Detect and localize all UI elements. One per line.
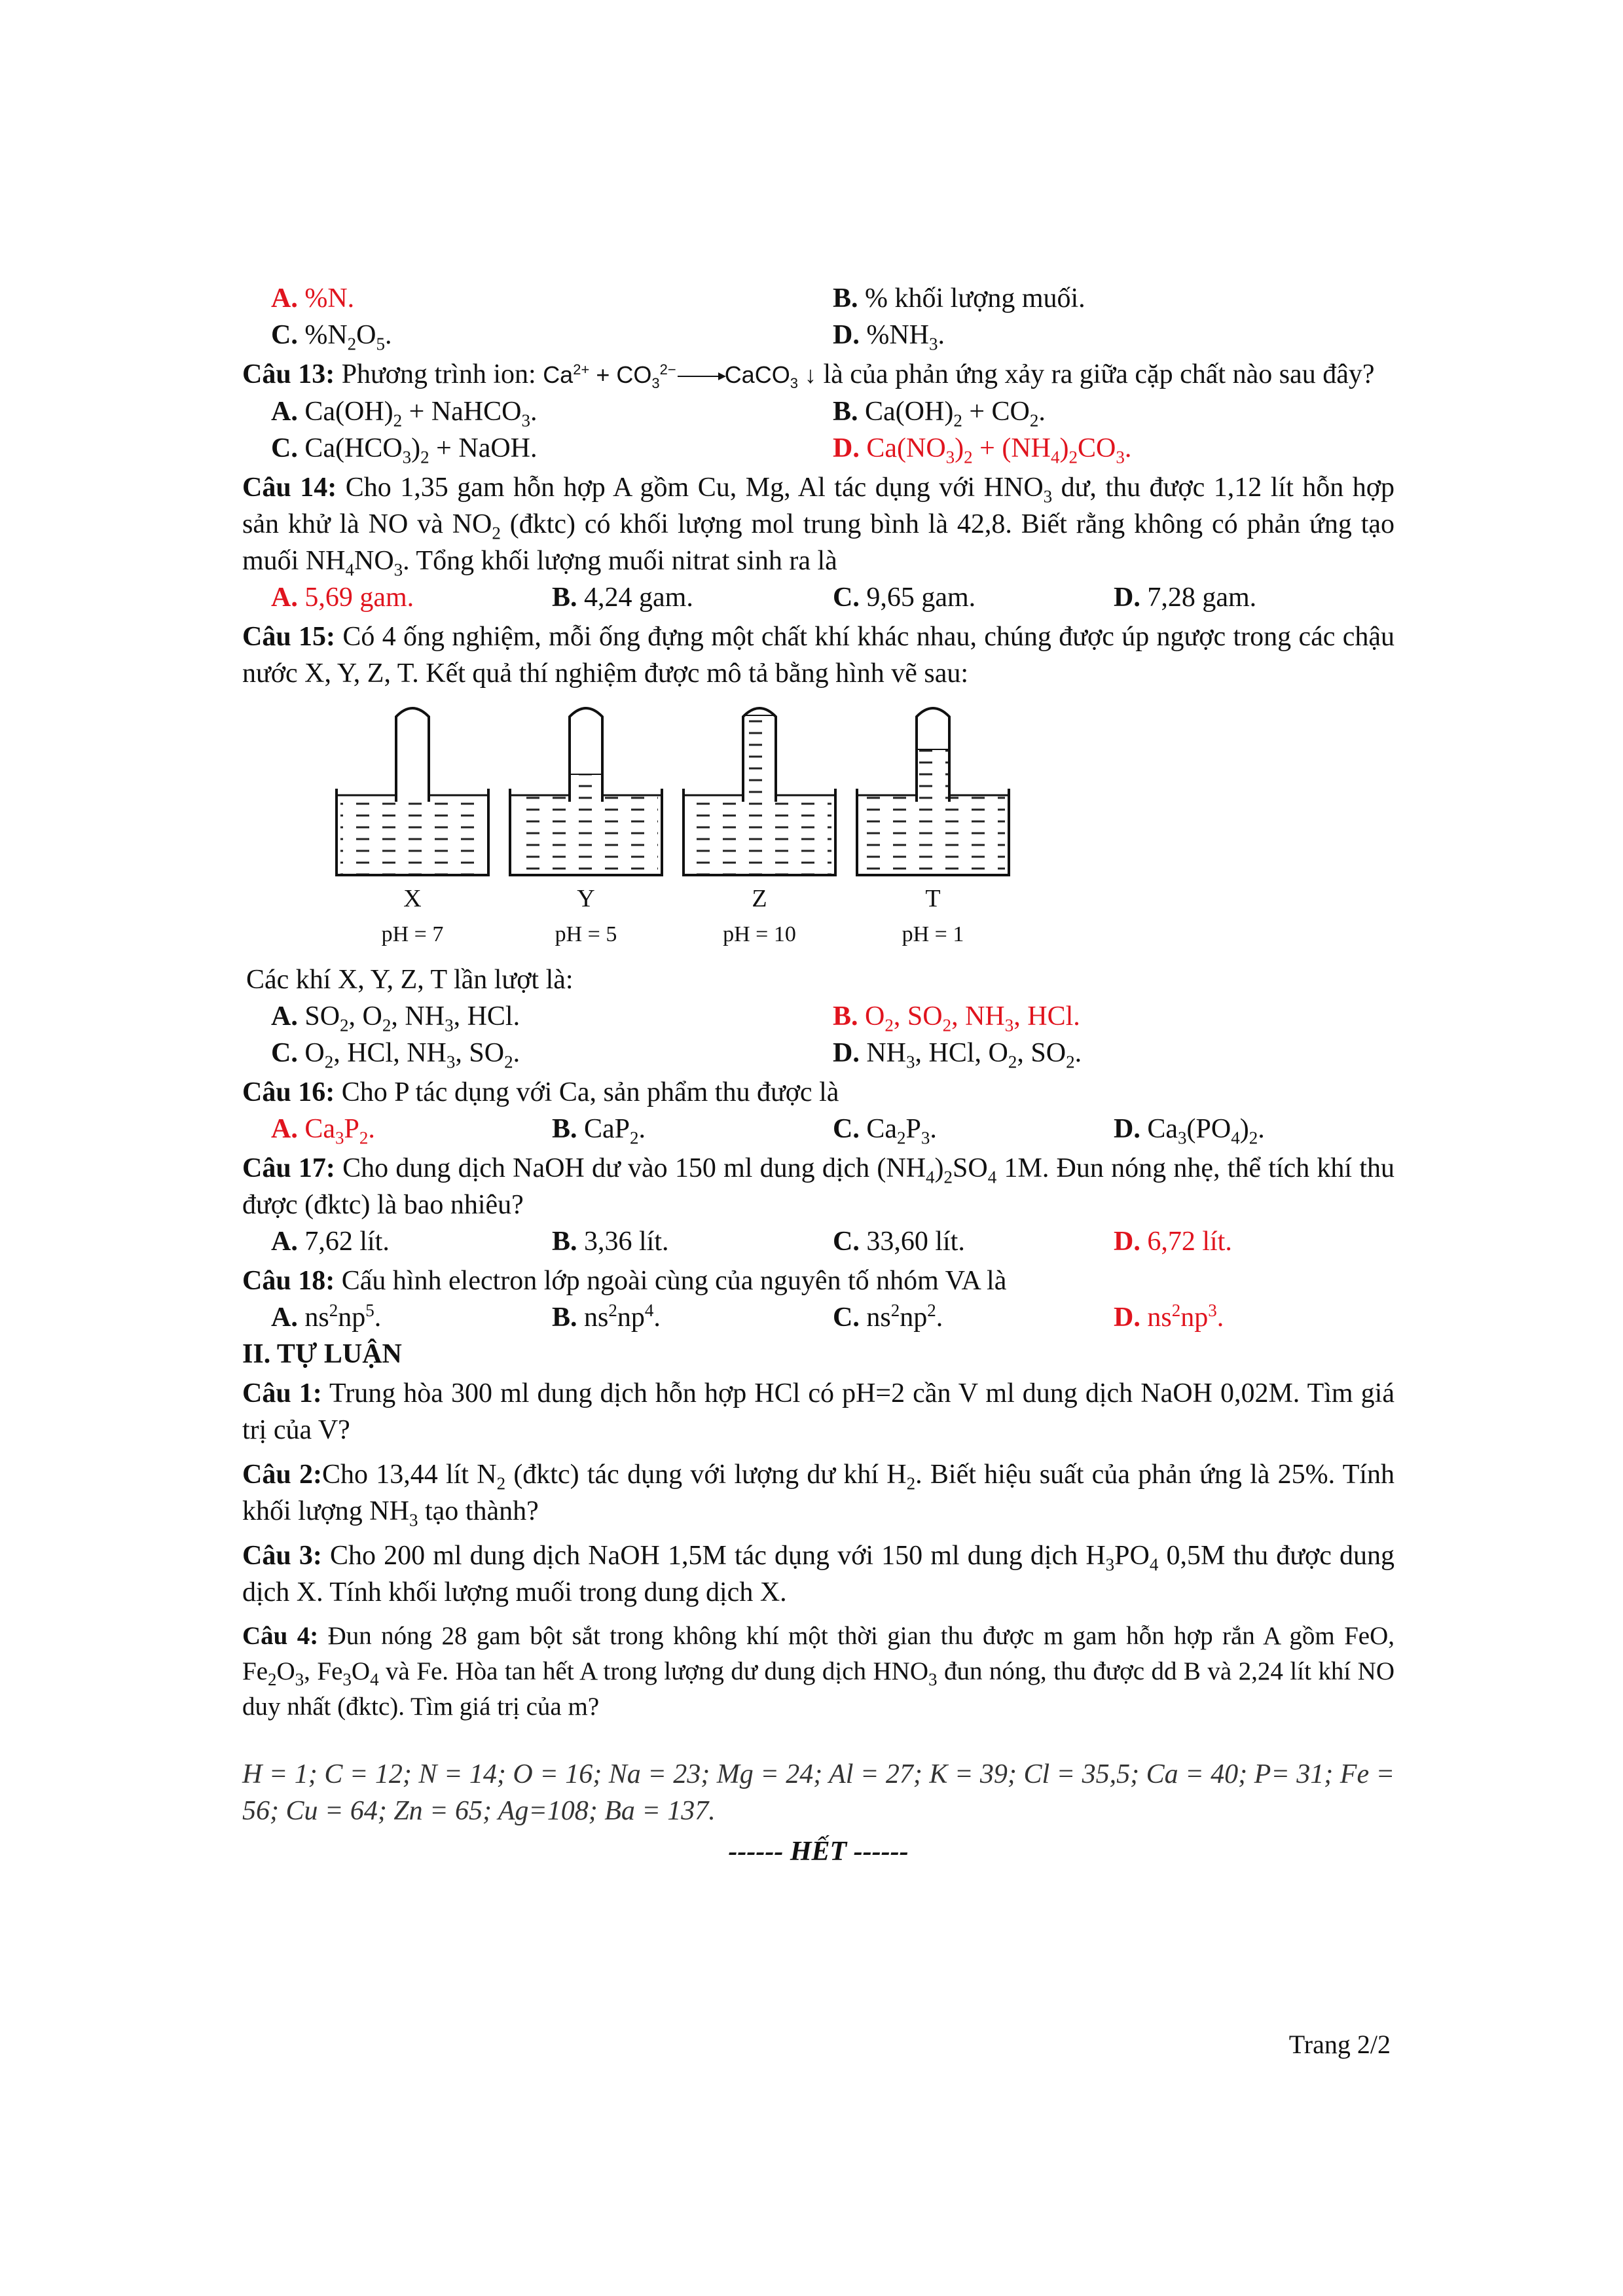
q14-stem: Câu 14: Cho 1,35 gam hỗn hợp A gồm Cu, Mg, Al tác dụng với $HNO_3$ dư, thu được 1,12 lít hỗn hợp sản khử là NO và $NO_2$ (đktc) có khối lượng mol trung bình là 42,8. Biết rằng không có phản ứng tạo muối $NH_4NO_3$. Tổng khối lượng muối nitrat sinh ra là bbox=[242, 473, 1395, 580]
q15-option-b: B. $O_2$, $SO_2$, $NH_3$, HCl. bbox=[833, 1001, 1080, 1035]
q13-option-c: C. $Ca(HCO_3)_2$ + NaOH. bbox=[271, 433, 538, 467]
q16-option-d: D. $Ca_3(PO_4)_2$. bbox=[1114, 1114, 1265, 1148]
figure-ph-y: pH = 5 bbox=[555, 922, 617, 946]
exam-content bbox=[242, 280, 1395, 1870]
end-marker: ------ HẾT ------ bbox=[728, 1837, 909, 1867]
q14-option-d: D. 7,28 gam. bbox=[1114, 583, 1257, 613]
q18-option-c: C. $ns^2np^2$. bbox=[833, 1300, 943, 1333]
q17-option-c: C. 33,60 lít. bbox=[833, 1227, 965, 1257]
figure-ph-z: pH = 10 bbox=[723, 922, 796, 946]
q13-option-d: D. $Ca(NO_3)_2 + (NH_4)_2CO_3$. bbox=[833, 433, 1132, 467]
q14-options bbox=[242, 579, 1395, 616]
essay-q1: Câu 1: Trung hòa 300 ml dung dịch hỗn hợp HCl có pH=2 cần V ml dung dịch NaOH 0,02M. Tìm giá trị của V? bbox=[242, 1378, 1395, 1445]
q13-ion-equation: $Ca^{2+} + CO_3^{2-}$ CaCO$_3$ ↓ bbox=[543, 361, 816, 392]
q15-options-row-2 bbox=[242, 1035, 1395, 1071]
atomic-masses: H = 1; C = 12; N = 14; O = 16; Na = 23; Mg = 24; Al = 27; K = 39; Cl = 35,5; Ca = 40; P= 31; Fe = 56; Cu = 64; Zn = 65; Ag=108; Ba = 137. bbox=[242, 1759, 1395, 1826]
q13-stem: Câu 13: Phương trình ion: $Ca^{2+} + CO_3^{2-}$ CaCO$_3$ ↓ là của phản ứng xảy ra giữa cặp chất nào sau đây? bbox=[242, 359, 1375, 392]
basin-x bbox=[337, 708, 488, 875]
q15-stem: Câu 15: Có 4 ống nghiệm, mỗi ống đựng một chất khí khác nhau, chúng được úp ngược trong các chậu nước X, Y, Z, T. Kết quả thí nghiệm được mô tả bằng hình vẽ sau: bbox=[242, 622, 1395, 689]
figure-ph-t: pH = 1 bbox=[902, 922, 964, 946]
basin-t bbox=[857, 708, 1009, 875]
q12-options-row-1 bbox=[242, 280, 1395, 317]
q12-option-b: B. % khối lượng muối. bbox=[833, 283, 1085, 314]
q18-stem: Câu 18: Cấu hình electron lớp ngoài cùng của nguyên tố nhóm VA là bbox=[242, 1266, 1007, 1296]
q16-option-a: A. $Ca_3P_2$. bbox=[271, 1114, 375, 1148]
basin-y bbox=[510, 708, 662, 875]
q13-options-row-1 bbox=[242, 393, 1395, 430]
basin-z bbox=[684, 708, 835, 875]
q16-option-b: B. CaP$_2$. bbox=[552, 1114, 646, 1148]
q14-option-a: A. 5,69 gam. bbox=[271, 583, 414, 613]
q16-options bbox=[242, 1111, 1395, 1147]
q16-option-c: C. $Ca_2P_3$. bbox=[833, 1114, 937, 1148]
figure-label-y: Y bbox=[577, 885, 595, 912]
q13-option-a: A. $Ca(OH)_2$ + NaHCO$_3$. bbox=[271, 397, 538, 431]
figure-label-t: T bbox=[925, 885, 941, 912]
q15-test-tube-figure bbox=[327, 704, 1021, 952]
q12-options-row-2 bbox=[242, 317, 1395, 353]
figure-label-z: Z bbox=[752, 885, 767, 912]
q15-options-row-1 bbox=[242, 998, 1395, 1035]
q18-option-b: B. $ns^2np^4$. bbox=[552, 1300, 661, 1333]
q12-option-c: C. $\%N_2O_5$. bbox=[271, 320, 392, 354]
q18-option-d: D. $ns^2np^3$. bbox=[1114, 1300, 1224, 1333]
q12-option-d: D. $\%NH_3$. bbox=[833, 320, 945, 354]
q17-options bbox=[242, 1223, 1395, 1260]
q13-option-b: B. $Ca(OH)_2 + CO_2$. bbox=[833, 397, 1046, 431]
q15-option-c: C. $O_2$, HCl, $NH_3$, $SO_2$. bbox=[271, 1038, 520, 1072]
q15-option-d: D. $NH_3$, HCl, $O_2$, $SO_2$. bbox=[833, 1038, 1082, 1072]
q17-option-a: A. 7,62 lít. bbox=[271, 1227, 390, 1257]
essay-q4: Câu 4: Đun nóng 28 gam bột sắt trong không khí một thời gian thu được m gam hỗn hợp rắn A gồm FeO, $Fe_2O_3$, $Fe_3O_4$ và Fe. Hòa tan hết A trong lượng dư dung dịch $HNO_3$ đun nóng, thu được dd B và 2,24 lít khí NO duy nhất (đktc). Tìm giá trị của m? bbox=[242, 1622, 1395, 1721]
q17-stem: Câu 17: Cho dung dịch NaOH dư vào 150 ml dung dịch $(NH_4)_2SO_4$ 1M. Đun nóng nhẹ, thể tích khí thu được (đktc) là bao nhiêu? bbox=[242, 1153, 1395, 1220]
q13-options-row-2 bbox=[242, 430, 1395, 467]
q14-option-c: C. 9,65 gam. bbox=[833, 583, 976, 613]
figure-label-x: X bbox=[403, 885, 422, 912]
figure-ph-x: pH = 7 bbox=[381, 922, 444, 946]
q17-option-b: B. 3,36 lít. bbox=[552, 1227, 669, 1257]
q15-option-a: A. $SO_2$, $O_2$, $NH_3$, HCl. bbox=[271, 1001, 520, 1035]
essay-q3: Câu 3: Cho 200 ml dung dịch NaOH 1,5M tác dụng với 150 ml dung dịch $H_3PO_4$ 0,5M thu được dung dịch X. Tính khối lượng muối trong dung dịch X. bbox=[242, 1541, 1395, 1607]
q16-stem: Câu 16: Cho P tác dụng với Ca, sản phẩm thu được là bbox=[242, 1077, 839, 1107]
reaction-arrow-icon bbox=[678, 376, 723, 377]
q18-options bbox=[242, 1299, 1395, 1336]
q15-prompt: Các khí X, Y, Z, T lần lượt là: bbox=[246, 965, 574, 995]
page-number: Trang 2/2 bbox=[1288, 2030, 1391, 2059]
section-essay-title: II. TỰ LUẬN bbox=[242, 1339, 402, 1369]
q18-option-a: A. $ns^2np^5$. bbox=[271, 1300, 382, 1333]
essay-q2: Câu 2:Cho 13,44 lít $N_2$ (đktc) tác dụng với lượng dư khí $H_2$. Biết hiệu suất của phản ứng là 25%. Tính khối lượng $NH_3$ tạo thành? bbox=[242, 1460, 1395, 1530]
q17-option-d: D. 6,72 lít. bbox=[1114, 1227, 1232, 1257]
q12-option-a: A. %N. bbox=[271, 283, 355, 314]
q14-option-b: B. 4,24 gam. bbox=[552, 583, 693, 613]
